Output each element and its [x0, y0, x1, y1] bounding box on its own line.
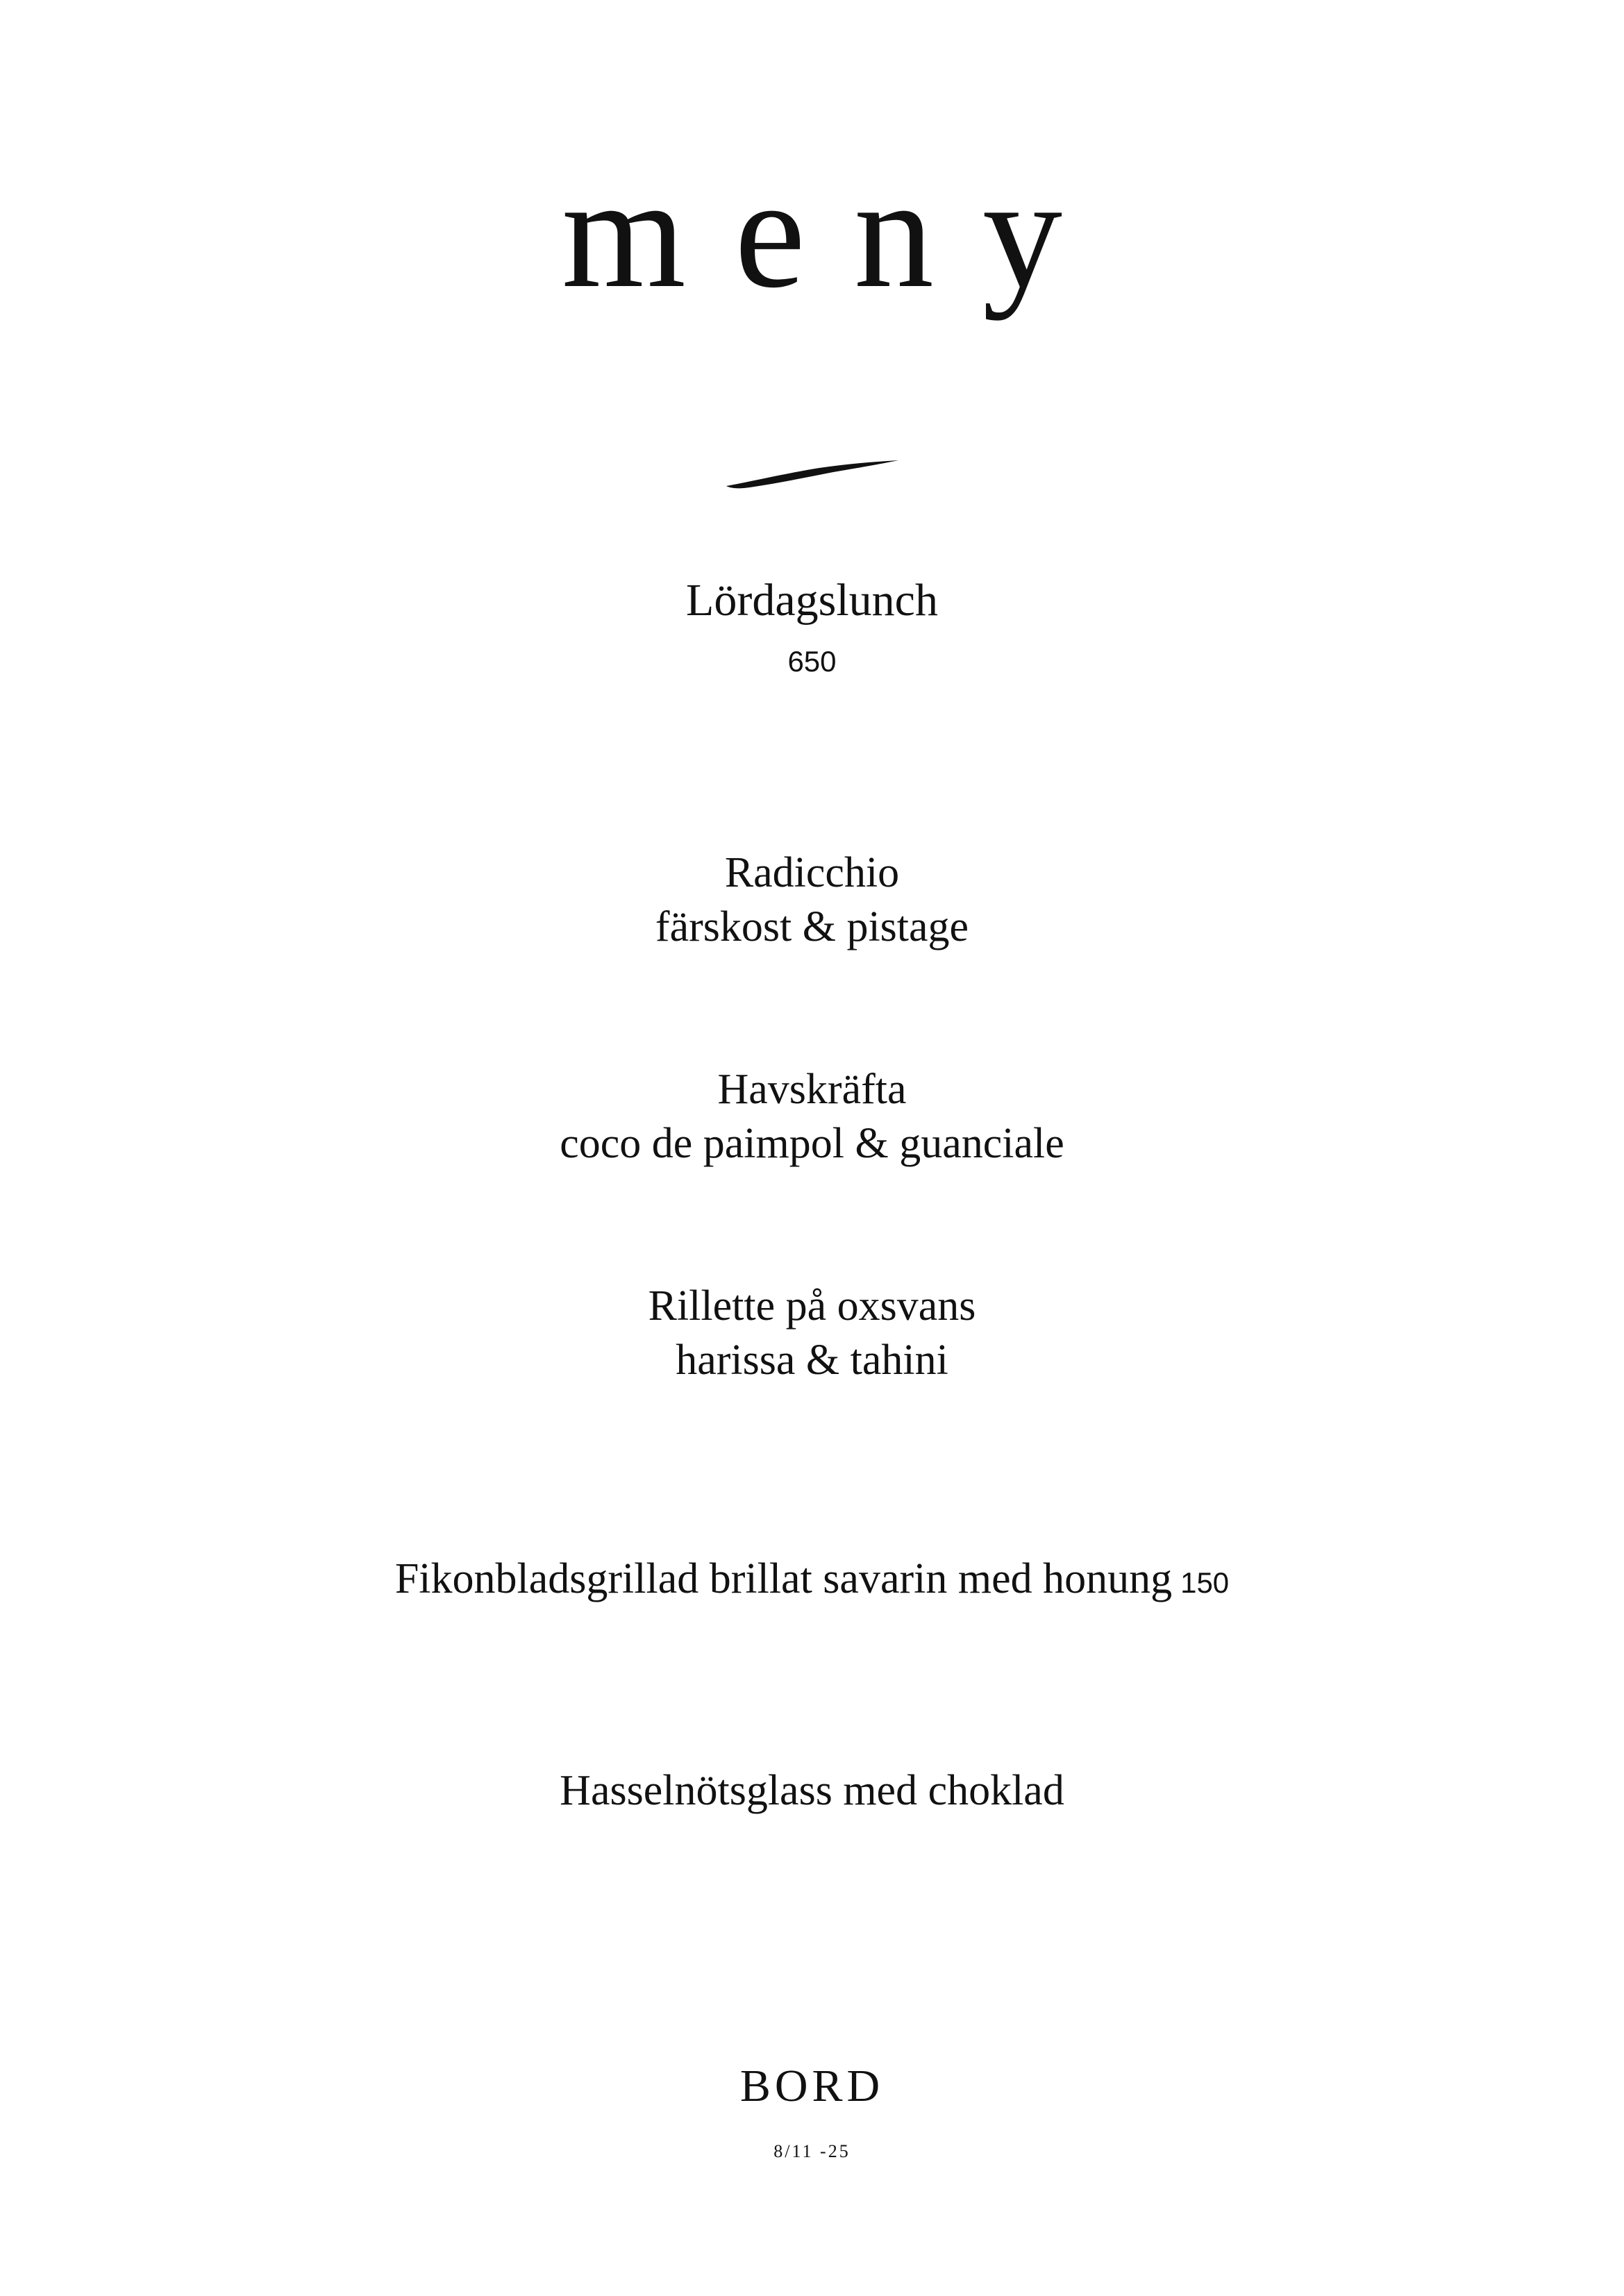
extra-price: 150 — [1180, 1566, 1230, 1599]
menu-date: 8/11 -25 — [773, 2141, 851, 2161]
dish-detail: färskost & pistage — [655, 903, 969, 950]
dish-detail: coco de paimpol & guanciale — [560, 1120, 1064, 1167]
dish-name: Radicchio — [724, 849, 900, 896]
extra-item — [0, 1552, 1624, 1610]
restaurant-name: BORD — [739, 2061, 885, 2111]
dish-name: Havskräfta — [717, 1066, 907, 1113]
menu-title: meny — [562, 144, 1111, 321]
dish-item — [0, 1279, 1624, 1387]
brush-stroke-icon — [722, 458, 903, 493]
dish-item — [0, 1062, 1624, 1171]
section-price: 650 — [787, 645, 837, 678]
section-title: Lördagslunch — [686, 575, 938, 626]
extra-name: Fikonbladsgrillad brillat savarin med honung — [394, 1555, 1173, 1602]
dessert-item: Hasselnötsglass med choklad — [560, 1767, 1064, 1814]
dish-detail: harissa & tahini — [676, 1336, 948, 1384]
dish-item — [0, 846, 1624, 954]
dish-name: Rillette på oxsvans — [648, 1282, 976, 1330]
